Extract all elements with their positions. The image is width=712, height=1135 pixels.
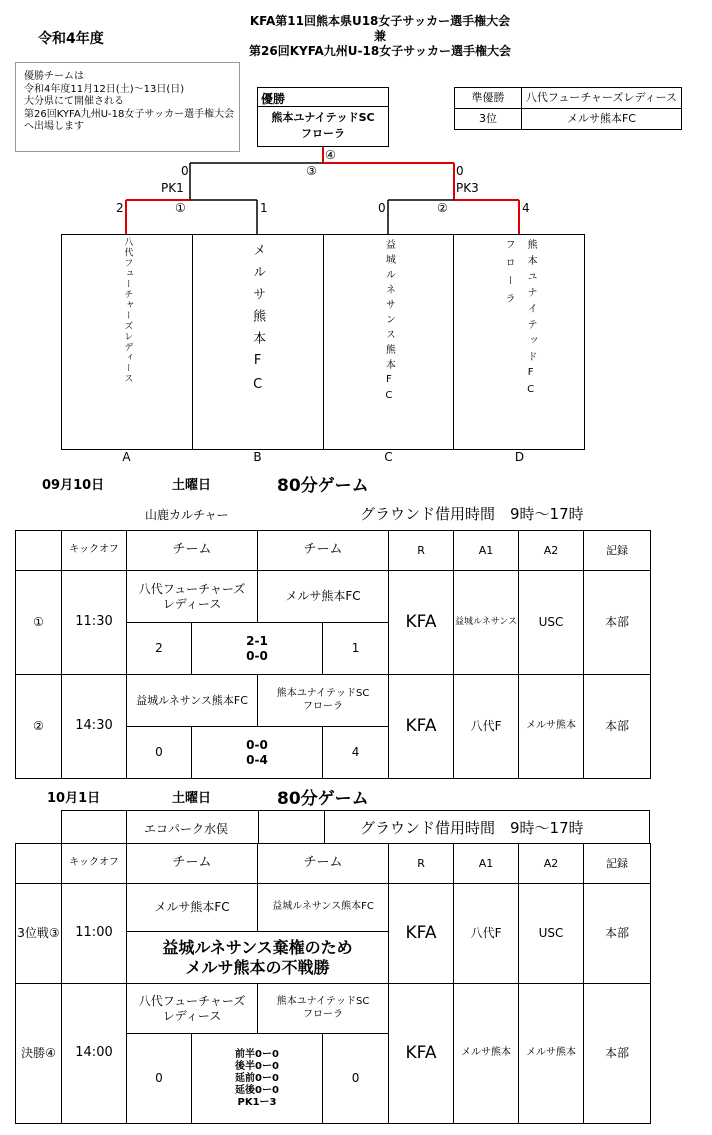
header-no [16,844,62,884]
team-letter-c: C [384,450,393,464]
match-referee: KFA [389,984,454,1124]
header-record: 記録 [584,844,651,884]
match-no: ① [16,571,62,675]
match-referee: KFA [389,571,454,675]
final-right-pk: PK3 [456,181,479,195]
header-team1: チーム [127,844,258,884]
team-box-c [324,235,455,449]
match-record: 本部 [584,571,651,675]
match-referee: KFA [389,884,454,984]
runner-up-label: 準優勝 [455,88,522,109]
match-a1: 益城ルネサンス [454,571,519,675]
forfeit-note [127,932,389,984]
header-a1: A1 [454,844,519,884]
day2-schedule-table [15,843,651,1124]
day1-date: 09月10日 [42,478,105,493]
match-marker-2: ② [437,201,448,215]
third-place-label: 3位 [455,109,522,130]
match-score2: 4 [323,727,389,779]
match-score2: 1 [323,623,389,675]
match-marker-3: ③ [306,164,317,178]
semi1-right-score: 1 [260,201,268,215]
match-team2 [258,675,389,727]
match-record: 本部 [584,884,651,984]
team-box-d [454,235,584,449]
match-team1: 益城ルネサンス熊本FC [127,675,258,727]
bracket-lines [0,0,712,240]
header-r: R [389,844,454,884]
match-kickoff: 11:30 [62,571,127,675]
table-row [16,884,651,932]
champion-label: 優勝 [261,92,286,106]
match-no: 3位戦③ [16,884,62,984]
header-r: R [389,531,454,571]
team-letter-b: B [253,450,262,464]
team-name-line: 熊本ユナイテッドSC [276,688,370,699]
team-letter-a: A [122,450,131,464]
final-left-score: 0 [181,164,189,178]
match-record: 本部 [584,984,651,1124]
match-a2: USC [519,884,584,984]
runner-up-team: 八代フューチャーズレディース [522,88,682,109]
team-name-a: 八代フューチャーズレディース [122,237,133,384]
day1-schedule-table [15,530,651,779]
match-record: 本部 [584,675,651,779]
match-marker-4: ④ [325,148,336,162]
header-record: 記録 [584,531,651,571]
header-kickoff: キックオフ [62,531,127,571]
day1-game-length: 80分ゲーム [277,476,369,496]
match-score-detail [192,1034,323,1124]
match-no: 決勝④ [16,984,62,1124]
day1-weekday: 土曜日 [172,478,212,493]
team-name-c: 益城ルネサンス熊本FC [383,239,395,406]
day2-date: 10月1日 [47,791,101,806]
day2-ground-time: グラウンド借用時間 9時～17時 [360,819,584,837]
score-detail-line: 2-1 [246,633,268,648]
bracket-team-boxes [61,234,585,450]
header-no [16,531,62,571]
notice-line: 令和4年度11月12日(土)～13日(日) [24,83,185,95]
day2-venue: エコパーク水俣 [144,822,229,836]
match-team2: メルサ熊本FC [258,571,389,623]
team-name-d-line2: フローラ [503,239,515,311]
day1-venue: 山鹿カルチャー [145,508,229,522]
match-score2: 0 [323,1034,389,1124]
match-marker-1: ① [175,201,186,215]
match-referee: KFA [389,675,454,779]
header-team1: チーム [127,531,258,571]
match-team1: メルサ熊本FC [127,884,258,932]
day2-venue-bar [61,810,650,843]
score-detail-line: PK1ー3 [237,1096,277,1108]
semi2-right-score: 4 [522,201,530,215]
match-a1: 八代F [454,884,519,984]
header-a1: A1 [454,531,519,571]
champion-team-line: 熊本ユナイテッドSC [271,111,375,124]
match-score1: 0 [127,727,192,779]
match-no: ② [16,675,62,779]
title-line-2: 兼 [373,29,386,43]
score-detail-line: 後半0ー0 [235,1060,279,1072]
team-name-b: メルサ熊本FC [250,243,266,401]
match-score1: 2 [127,623,192,675]
semi2-left-score: 0 [378,201,386,215]
notice-line: 大分県にて開催される [24,96,124,107]
header-team2: チーム [258,844,389,884]
score-detail-line: 0-4 [246,752,268,767]
team-letter-d: D [514,450,525,464]
team-name-line: フローラ [303,1008,344,1020]
notice-line: へ出場します [24,121,84,132]
notice-line: 優勝チームは [24,71,84,82]
final-right-score: 0 [456,164,464,178]
title-line-3: 第26回KYFA九州U-18女子サッカー選手権大会 [249,44,511,58]
title-line-1: KFA第11回熊本県U18女子サッカー選手権大会 [249,14,511,28]
day2-game-length: 80分ゲーム [277,789,369,809]
match-score-detail [192,727,323,779]
table-row [16,675,651,727]
forfeit-note-line: 益城ルネサンス棄権のため [162,937,353,957]
fiscal-year: 令和4年度 [38,31,104,47]
score-detail-line: 0-0 [246,737,268,752]
semi1-left-score: 2 [116,201,124,215]
third-place-team: メルサ熊本FC [522,109,682,130]
day2-weekday: 土曜日 [172,791,212,806]
match-team2 [258,984,389,1034]
score-detail-line: 延前0ー0 [235,1072,279,1084]
score-detail-line: 0-0 [246,648,268,663]
team-box-a [62,235,193,449]
team-box-b [193,235,324,449]
match-team2: 益城ルネサンス熊本FC [258,884,389,932]
table-row [16,984,651,1034]
match-a2: USC [519,571,584,675]
day1-ground-time: グラウンド借用時間 9時～17時 [360,505,584,523]
team-name-line: フローラ [303,700,344,712]
header-team2: チーム [258,531,389,571]
final-left-pk: PK1 [161,181,184,195]
score-detail-line: 前半0ー0 [235,1048,279,1060]
match-score1: 0 [127,1034,192,1124]
match-a1: メルサ熊本 [454,984,519,1124]
match-kickoff: 14:00 [62,984,127,1124]
team-name-line: 熊本ユナイテッドSC [276,996,370,1007]
header-a2: A2 [519,531,584,571]
match-a2: メルサ熊本 [519,984,584,1124]
forfeit-note-line: メルサ熊本の不戦勝 [185,957,330,977]
match-kickoff: 11:00 [62,884,127,984]
header-kickoff: キックオフ [62,844,127,884]
match-a2: メルサ熊本 [519,675,584,779]
notice-line: 第26回KYFA九州U-18女子サッカー選手権大会 [24,108,235,120]
table-row [16,571,651,623]
score-detail-line: 延後0ー0 [235,1084,279,1096]
match-score-detail [192,623,323,675]
match-team1: 八代フューチャーズレディース [127,984,258,1034]
champion-team-line: フローラ [301,127,345,140]
header-a2: A2 [519,844,584,884]
match-team1: 八代フューチャーズレディース [127,571,258,623]
match-a1: 八代F [454,675,519,779]
team-name-d-line1: 熊本ユナイテッドFC [525,239,537,401]
match-kickoff: 14:30 [62,675,127,779]
